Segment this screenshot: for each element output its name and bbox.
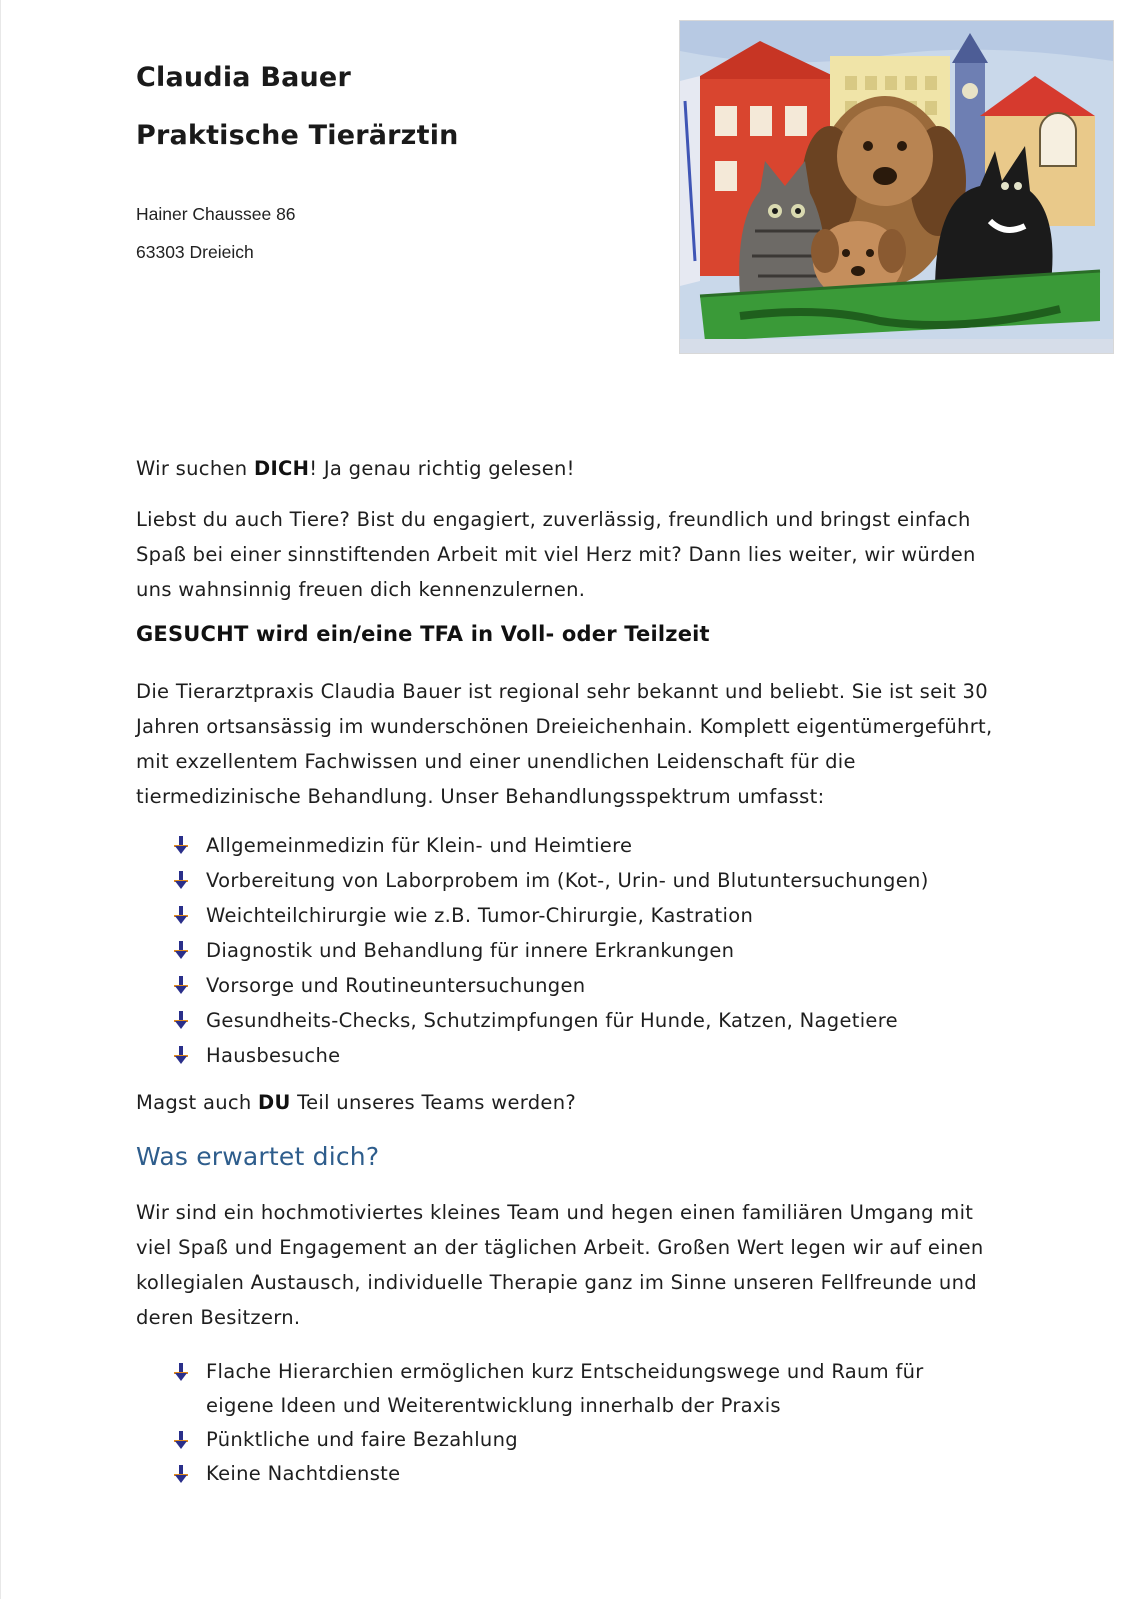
arrow-down-icon bbox=[173, 1465, 189, 1483]
praxis-paragraph: Die Tierarztpraxis Claudia Bauer ist regional sehr bekannt und beliebt. Sie ist seit 30 Jahren ortsansässig im wunderschönen Dreieichenhain. Komplett eigentümergeführt, mit exzellentem Fachwissen und einer unendlichen Leidenschaft für die tiermedizinische Behandlung. Unser Behandlungsspektrum umfasst: bbox=[136, 680, 993, 808]
arrow-down-icon bbox=[173, 906, 189, 924]
arrow-down-icon bbox=[173, 976, 189, 994]
question-paragraph: Liebst du auch Tiere? Bist du engagiert, zuverlässig, freundlich und bringst einfach Spaß bei einer sinnstiftenden Arbeit mit viel Herz mit? Dann lies weiter, wir würden uns wahnsinnig freuen dich kennenzulernen. bbox=[136, 508, 976, 601]
list-item bbox=[173, 968, 929, 1003]
section-heading: Was erwartet dich? bbox=[136, 1142, 380, 1171]
list-item-text: Pünktliche und faire Bezahlung bbox=[206, 1428, 518, 1451]
arrow-down-icon bbox=[173, 836, 189, 854]
team-question bbox=[136, 1085, 1006, 1120]
list-item bbox=[173, 1038, 929, 1073]
team-prefix: Magst auch bbox=[136, 1091, 259, 1114]
arrow-down-icon bbox=[173, 1046, 189, 1064]
list-item bbox=[173, 1457, 946, 1491]
list-item bbox=[173, 1355, 946, 1423]
team-paragraph: Wir sind ein hochmotiviertes kleines Team und hegen einen familiären Umgang mit viel Spaß und Engagement an der täglichen Arbeit. Großen Wert legen wir auf einen kollegialen Austausch, individuelle Therapie ganz im Sinne unseren Fellfreunde und deren Besitzern. bbox=[136, 1201, 984, 1329]
list-item bbox=[173, 898, 929, 933]
practitioner-name: Claudia Bauer bbox=[136, 62, 351, 93]
list-item-text: Hausbesuche bbox=[206, 1044, 341, 1067]
list-item bbox=[173, 1423, 946, 1457]
arrow-down-icon bbox=[173, 1363, 189, 1381]
address-street: Hainer Chaussee 86 bbox=[136, 204, 296, 224]
address-city: 63303 Dreieich bbox=[136, 242, 254, 262]
list-item-text: Keine Nachtdienste bbox=[206, 1462, 401, 1485]
intro-prefix: Wir suchen bbox=[136, 457, 254, 480]
practitioner-role: Praktische Tierärztin bbox=[136, 120, 459, 151]
arrow-down-icon bbox=[173, 941, 189, 959]
list-item-text: Flache Hierarchien ermöglichen kurz Entscheidungswege und Raum für eigene Ideen und Weiterentwicklung innerhalb der Praxis bbox=[206, 1360, 924, 1417]
list-item bbox=[173, 933, 929, 968]
list-item bbox=[173, 828, 929, 863]
list-item-text: Allgemeinmedizin für Klein- und Heimtiere bbox=[206, 834, 633, 857]
intro-emphasis: DICH bbox=[253, 457, 310, 480]
list-item bbox=[173, 1003, 929, 1038]
benefits-list bbox=[173, 1355, 946, 1491]
job-heading: GESUCHT wird ein/eine TFA in Voll- oder Teilzeit bbox=[136, 622, 710, 646]
list-item-text: Vorsorge und Routineuntersuchungen bbox=[206, 974, 586, 997]
arrow-down-icon bbox=[173, 1011, 189, 1029]
team-emphasis: DU bbox=[258, 1091, 291, 1114]
intro-suffix: ! Ja genau richtig gelesen! bbox=[309, 457, 575, 480]
arrow-down-icon bbox=[173, 871, 189, 889]
pets-painting bbox=[679, 20, 1114, 354]
spectrum-list bbox=[173, 828, 929, 1073]
arrow-down-icon bbox=[173, 1431, 189, 1449]
list-item-text: Vorbereitung von Laborprobem im (Kot-, Urin- und Blutuntersuchungen) bbox=[206, 869, 929, 892]
list-item bbox=[173, 863, 929, 898]
team-suffix: Teil unseres Teams werden? bbox=[290, 1091, 577, 1114]
list-item-text: Weichteilchirurgie wie z.B. Tumor-Chirurgie, Kastration bbox=[206, 904, 754, 927]
list-item-text: Diagnostik und Behandlung für innere Erkrankungen bbox=[206, 939, 735, 962]
list-item-text: Gesundheits-Checks, Schutzimpfungen für Hunde, Katzen, Nagetiere bbox=[206, 1009, 898, 1032]
intro-line bbox=[136, 451, 1006, 486]
